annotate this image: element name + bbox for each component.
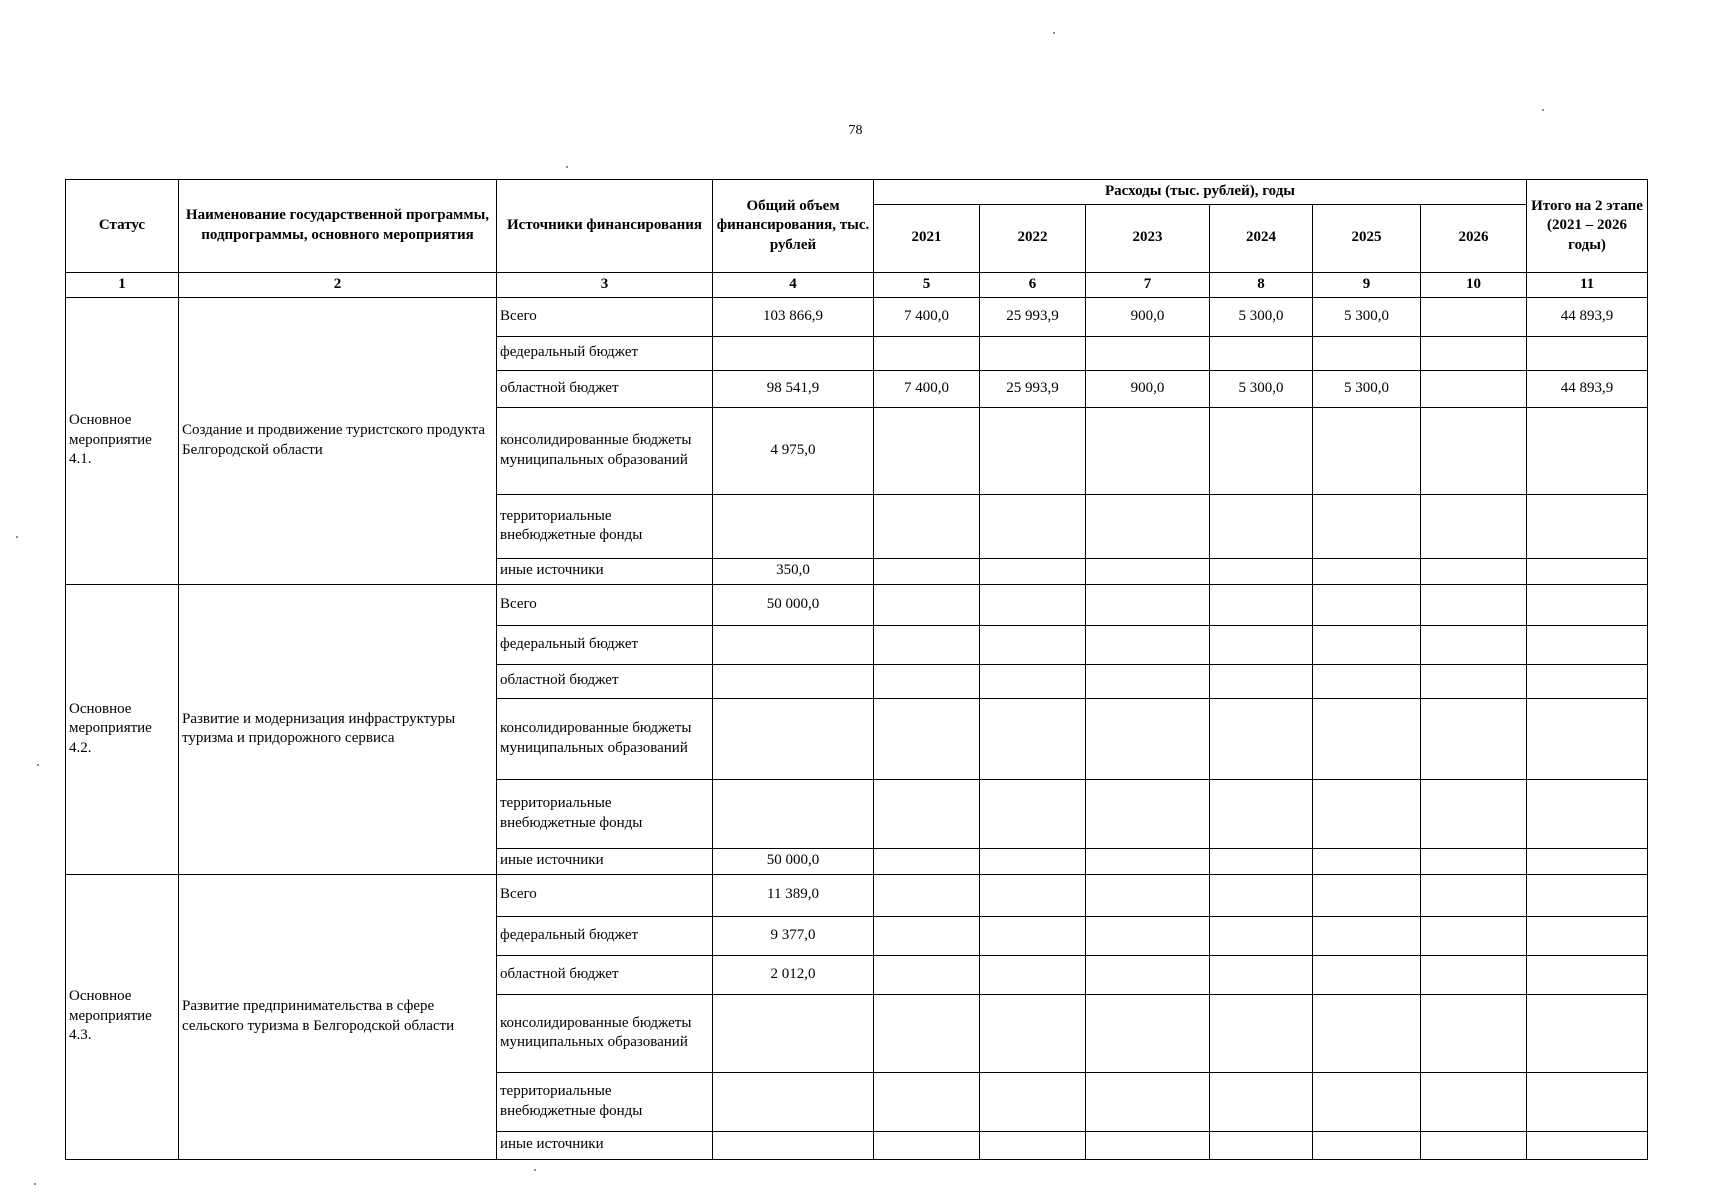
year-amount <box>1210 848 1313 874</box>
year-amount <box>874 955 980 994</box>
page-number: 78 <box>848 123 863 138</box>
funding-source: областной бюджет <box>497 664 713 698</box>
year-amount <box>1421 336 1527 370</box>
stage-total-amount <box>1527 994 1648 1072</box>
year-amount <box>874 916 980 955</box>
total-amount <box>713 664 874 698</box>
year-amount <box>980 779 1086 848</box>
year-amount <box>1210 779 1313 848</box>
stage-total-amount <box>1527 779 1648 848</box>
year-amount <box>1421 698 1527 779</box>
total-amount <box>713 1131 874 1159</box>
header-year: 2022 <box>980 204 1086 272</box>
year-amount <box>1086 994 1210 1072</box>
event-status: Основное мероприятие 4.3. <box>66 874 179 1159</box>
year-amount <box>980 494 1086 558</box>
total-amount <box>713 994 874 1072</box>
year-amount <box>1086 916 1210 955</box>
year-amount <box>1210 955 1313 994</box>
total-amount: 98 541,9 <box>713 370 874 407</box>
year-amount <box>874 664 980 698</box>
table-row <box>66 584 1648 625</box>
stage-total-amount <box>1527 407 1648 494</box>
year-amount <box>874 625 980 664</box>
year-amount <box>1421 664 1527 698</box>
year-amount <box>1421 584 1527 625</box>
year-amount <box>1421 779 1527 848</box>
stage-total-amount <box>1527 874 1648 916</box>
event-name: Развитие предпринимательства в сфере сельского туризма в Белгородской области <box>179 874 497 1159</box>
year-amount <box>1086 558 1210 584</box>
year-amount <box>1210 336 1313 370</box>
year-amount <box>1421 297 1527 336</box>
column-number: 11 <box>1527 272 1648 297</box>
year-amount <box>1086 779 1210 848</box>
year-amount <box>1086 336 1210 370</box>
year-amount <box>1421 955 1527 994</box>
event-status: Основное мероприятие 4.1. <box>66 297 179 584</box>
year-amount <box>1313 558 1421 584</box>
year-amount <box>874 584 980 625</box>
stage-total-amount <box>1527 336 1648 370</box>
scan-speck <box>566 166 568 168</box>
year-amount <box>1210 664 1313 698</box>
year-amount <box>874 336 980 370</box>
year-amount <box>1210 1131 1313 1159</box>
year-amount <box>1313 955 1421 994</box>
stage-total-amount <box>1527 1072 1648 1131</box>
stage-total-amount <box>1527 848 1648 874</box>
year-amount <box>980 664 1086 698</box>
year-amount <box>1086 1072 1210 1131</box>
stage-total-amount <box>1527 955 1648 994</box>
year-amount <box>1086 494 1210 558</box>
year-amount <box>1421 1072 1527 1131</box>
stage-total-amount <box>1527 916 1648 955</box>
year-amount <box>874 1131 980 1159</box>
year-amount: 900,0 <box>1086 370 1210 407</box>
year-amount: 7 400,0 <box>874 370 980 407</box>
year-amount <box>1421 1131 1527 1159</box>
year-amount <box>1313 494 1421 558</box>
year-amount <box>1421 625 1527 664</box>
header-sources: Источники финансирования <box>497 180 713 273</box>
year-amount <box>1313 874 1421 916</box>
table-body <box>66 297 1648 1159</box>
year-amount <box>980 407 1086 494</box>
total-amount <box>713 494 874 558</box>
year-amount <box>1086 1131 1210 1159</box>
year-amount: 5 300,0 <box>1210 370 1313 407</box>
year-amount: 7 400,0 <box>874 297 980 336</box>
total-amount: 2 012,0 <box>713 955 874 994</box>
funding-source: областной бюджет <box>497 370 713 407</box>
funding-source: консолидированные бюджеты муниципальных образований <box>497 698 713 779</box>
header-year: 2023 <box>1086 204 1210 272</box>
header-year: 2021 <box>874 204 980 272</box>
stage-total-amount <box>1527 1131 1648 1159</box>
year-amount <box>1210 916 1313 955</box>
event-name: Создание и продвижение туристского продукта Белгородской области <box>179 297 497 584</box>
year-amount <box>1421 916 1527 955</box>
funding-source: иные источники <box>497 848 713 874</box>
header-name: Наименование государственной программы, подпрограммы, основного мероприятия <box>179 180 497 273</box>
year-amount <box>1313 584 1421 625</box>
column-number: 7 <box>1086 272 1210 297</box>
scan-speck <box>534 1169 536 1171</box>
year-amount <box>980 848 1086 874</box>
total-amount: 350,0 <box>713 558 874 584</box>
stage-total-amount <box>1527 584 1648 625</box>
year-amount: 25 993,9 <box>980 297 1086 336</box>
column-number: 6 <box>980 272 1086 297</box>
event-status: Основное мероприятие 4.2. <box>66 584 179 874</box>
year-amount <box>1210 494 1313 558</box>
header-total: Общий объем финансирования, тыс. рублей <box>713 180 874 273</box>
total-amount: 103 866,9 <box>713 297 874 336</box>
year-amount <box>1313 779 1421 848</box>
stage-total-amount <box>1527 664 1648 698</box>
year-amount <box>1421 494 1527 558</box>
column-number: 8 <box>1210 272 1313 297</box>
header-status: Статус <box>66 180 179 273</box>
funding-source: консолидированные бюджеты муниципальных образований <box>497 994 713 1072</box>
year-amount <box>1313 698 1421 779</box>
year-amount <box>1086 664 1210 698</box>
year-amount <box>1421 558 1527 584</box>
year-amount <box>1313 848 1421 874</box>
year-amount <box>1086 625 1210 664</box>
stage-total-amount <box>1527 698 1648 779</box>
table-row <box>66 874 1648 916</box>
year-amount <box>980 584 1086 625</box>
year-amount: 900,0 <box>1086 297 1210 336</box>
year-amount <box>980 1072 1086 1131</box>
total-amount: 11 389,0 <box>713 874 874 916</box>
year-amount <box>1313 916 1421 955</box>
total-amount <box>713 336 874 370</box>
year-amount <box>980 336 1086 370</box>
funding-source: территориальные внебюджетные фонды <box>497 494 713 558</box>
year-amount <box>1313 994 1421 1072</box>
year-amount <box>980 916 1086 955</box>
header-year: 2024 <box>1210 204 1313 272</box>
year-amount <box>980 874 1086 916</box>
scan-speck <box>37 764 39 766</box>
funding-source: территориальные внебюджетные фонды <box>497 779 713 848</box>
stage-total-amount: 44 893,9 <box>1527 370 1648 407</box>
year-amount <box>1313 407 1421 494</box>
event-name: Развитие и модернизация инфраструктуры туризма и придорожного сервиса <box>179 584 497 874</box>
year-amount <box>874 558 980 584</box>
year-amount <box>1313 336 1421 370</box>
total-amount: 9 377,0 <box>713 916 874 955</box>
year-amount <box>980 558 1086 584</box>
funding-source: консолидированные бюджеты муниципальных образований <box>497 407 713 494</box>
funding-source: федеральный бюджет <box>497 625 713 664</box>
year-amount <box>874 994 980 1072</box>
year-amount <box>1210 558 1313 584</box>
scan-speck <box>1053 32 1055 34</box>
column-number: 4 <box>713 272 874 297</box>
year-amount <box>1210 1072 1313 1131</box>
year-amount <box>1210 698 1313 779</box>
budget-table <box>65 179 1648 1160</box>
column-number: 5 <box>874 272 980 297</box>
stage-total-amount: 44 893,9 <box>1527 297 1648 336</box>
year-amount <box>1086 874 1210 916</box>
year-amount <box>1421 370 1527 407</box>
year-amount <box>874 407 980 494</box>
scan-speck <box>34 1183 36 1185</box>
stage-total-amount <box>1527 625 1648 664</box>
year-amount <box>874 848 980 874</box>
year-amount: 25 993,9 <box>980 370 1086 407</box>
funding-source: Всего <box>497 297 713 336</box>
year-amount <box>1086 584 1210 625</box>
year-amount <box>1210 407 1313 494</box>
header-stage-total: Итого на 2 этапе (2021 – 2026 годы) <box>1527 180 1648 273</box>
year-amount: 5 300,0 <box>1313 370 1421 407</box>
funding-source: территориальные внебюджетные фонды <box>497 1072 713 1131</box>
year-amount: 5 300,0 <box>1313 297 1421 336</box>
column-number: 2 <box>179 272 497 297</box>
scan-speck <box>1542 109 1544 111</box>
year-amount <box>1421 874 1527 916</box>
column-number: 9 <box>1313 272 1421 297</box>
total-amount: 50 000,0 <box>713 848 874 874</box>
stage-total-amount <box>1527 494 1648 558</box>
header-year: 2025 <box>1313 204 1421 272</box>
year-amount <box>874 494 980 558</box>
total-amount: 4 975,0 <box>713 407 874 494</box>
year-amount <box>1210 584 1313 625</box>
year-amount <box>1210 625 1313 664</box>
year-amount <box>1086 407 1210 494</box>
year-amount <box>1086 848 1210 874</box>
total-amount <box>713 698 874 779</box>
total-amount <box>713 625 874 664</box>
total-amount <box>713 779 874 848</box>
year-amount <box>980 698 1086 779</box>
year-amount <box>1313 1072 1421 1131</box>
year-amount <box>1086 955 1210 994</box>
year-amount <box>1210 994 1313 1072</box>
year-amount <box>980 1131 1086 1159</box>
header-expenses-group: Расходы (тыс. рублей), годы <box>874 180 1527 205</box>
year-amount <box>1313 625 1421 664</box>
year-amount <box>980 994 1086 1072</box>
column-number: 10 <box>1421 272 1527 297</box>
column-number: 3 <box>497 272 713 297</box>
funding-source: федеральный бюджет <box>497 336 713 370</box>
stage-total-amount <box>1527 558 1648 584</box>
scan-speck <box>16 536 18 538</box>
column-number: 1 <box>66 272 179 297</box>
funding-source: федеральный бюджет <box>497 916 713 955</box>
funding-source: областной бюджет <box>497 955 713 994</box>
funding-source: иные источники <box>497 1131 713 1159</box>
header-year: 2026 <box>1421 204 1527 272</box>
total-amount <box>713 1072 874 1131</box>
funding-source: Всего <box>497 584 713 625</box>
year-amount <box>1421 407 1527 494</box>
year-amount <box>1313 664 1421 698</box>
funding-source: Всего <box>497 874 713 916</box>
funding-source: иные источники <box>497 558 713 584</box>
year-amount <box>1210 874 1313 916</box>
year-amount <box>1421 994 1527 1072</box>
table-row <box>66 297 1648 336</box>
year-amount <box>1421 848 1527 874</box>
total-amount: 50 000,0 <box>713 584 874 625</box>
year-amount <box>874 1072 980 1131</box>
year-amount: 5 300,0 <box>1210 297 1313 336</box>
year-amount <box>874 874 980 916</box>
year-amount <box>874 779 980 848</box>
year-amount <box>980 955 1086 994</box>
year-amount <box>980 625 1086 664</box>
year-amount <box>1313 1131 1421 1159</box>
year-amount <box>1086 698 1210 779</box>
year-amount <box>874 698 980 779</box>
